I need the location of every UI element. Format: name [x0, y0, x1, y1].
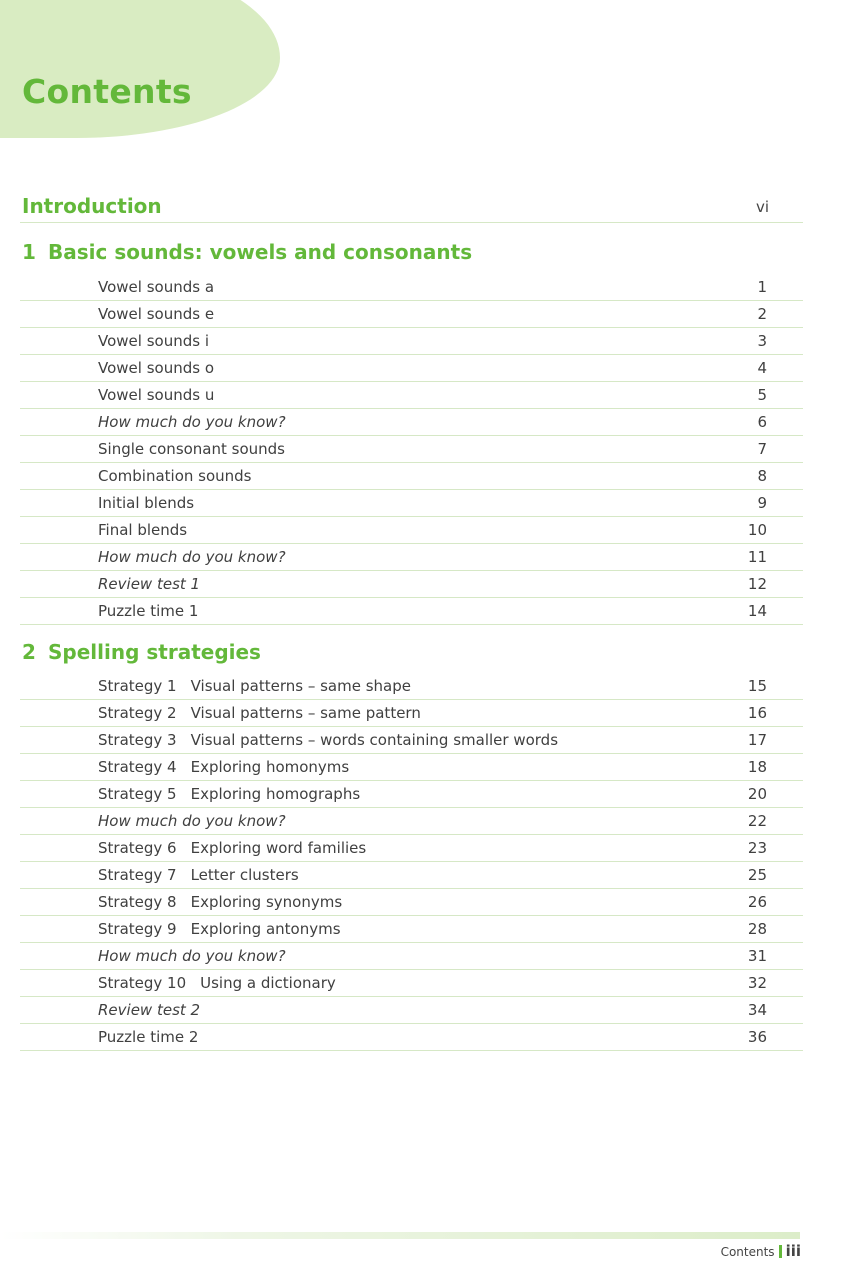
- section-number: 2: [22, 640, 36, 664]
- toc-entry-page: 34: [747, 1001, 767, 1019]
- toc-entry[interactable]: [20, 700, 803, 727]
- strategy-title: Letter clusters: [190, 866, 299, 884]
- toc-entry-label: How much do you know?: [98, 947, 286, 965]
- strategy-number: Strategy 6: [98, 839, 177, 857]
- toc-entry-page: 9: [757, 494, 767, 512]
- toc-entry[interactable]: [20, 889, 803, 916]
- introduction-page: vi: [755, 198, 769, 216]
- toc-entry[interactable]: [20, 598, 803, 625]
- toc-entry[interactable]: [20, 727, 803, 754]
- toc-entry-label: [98, 758, 349, 776]
- toc-entry-page: 7: [757, 440, 767, 458]
- section-title: Basic sounds: vowels and consonants: [48, 240, 473, 264]
- toc-entry-page: 22: [747, 812, 767, 830]
- toc-entry-page: 20: [747, 785, 767, 803]
- toc-entry-page: 1: [757, 278, 767, 296]
- strategy-title: Visual patterns – same pattern: [190, 704, 421, 722]
- toc-entry-label: [98, 866, 299, 884]
- toc-entry-label: Puzzle time 1: [98, 602, 199, 620]
- toc-entry[interactable]: [20, 463, 803, 490]
- toc-entry-page: 4: [757, 359, 767, 377]
- toc-entry-page: 5: [757, 386, 767, 404]
- strategy-number: Strategy 7: [98, 866, 177, 884]
- toc-entry[interactable]: [20, 781, 803, 808]
- toc-entry-page: 12: [747, 575, 767, 593]
- footer-page-number: iii: [785, 1242, 801, 1260]
- toc-entry[interactable]: [20, 571, 803, 598]
- toc-entry[interactable]: [20, 943, 803, 970]
- toc-entry-label: Initial blends: [98, 494, 195, 512]
- toc-entry[interactable]: [20, 970, 803, 997]
- strategy-number: Strategy 4: [98, 758, 177, 776]
- toc-entry-label: Vowel sounds i: [98, 332, 209, 350]
- toc-entry[interactable]: [20, 301, 803, 328]
- strategy-title: Exploring word families: [190, 839, 367, 857]
- toc-entry-label: [98, 731, 558, 749]
- toc-entry[interactable]: [20, 517, 803, 544]
- strategy-number: Strategy 10: [98, 974, 187, 992]
- strategy-title: Visual patterns – same shape: [190, 677, 411, 695]
- introduction-label: Introduction: [22, 194, 162, 218]
- toc-entry-page: 28: [747, 920, 767, 938]
- toc-entry-label: Single consonant sounds: [98, 440, 286, 458]
- footer-rule: [0, 1232, 800, 1239]
- toc-entry-label: How much do you know?: [98, 413, 286, 431]
- strategy-number: Strategy 5: [98, 785, 177, 803]
- section-number: 1: [22, 240, 36, 264]
- toc-entry[interactable]: [20, 544, 803, 571]
- section-heading-1: [22, 240, 773, 264]
- toc-entry-page: 25: [747, 866, 767, 884]
- toc-entry-page: 23: [747, 839, 767, 857]
- toc-entry-label: Vowel sounds u: [98, 386, 215, 404]
- section-heading-2: [22, 640, 773, 664]
- strategy-title: Visual patterns – words containing smaller words: [190, 731, 559, 749]
- toc-entry-label: Review test 2: [98, 1001, 201, 1019]
- toc-entry-page: 3: [757, 332, 767, 350]
- toc-entry[interactable]: [20, 673, 803, 700]
- toc-entry-page: 32: [747, 974, 767, 992]
- toc-entry[interactable]: [20, 382, 803, 409]
- strategy-number: Strategy 8: [98, 893, 177, 911]
- toc-entry-label: [98, 974, 336, 992]
- toc-entry[interactable]: [20, 835, 803, 862]
- footer-label: Contents: [720, 1245, 775, 1259]
- toc-entry-label: [98, 785, 360, 803]
- toc-entry-label: How much do you know?: [98, 548, 286, 566]
- toc-entry[interactable]: [20, 274, 803, 301]
- strategy-number: Strategy 1: [98, 677, 177, 695]
- toc-entry-page: 17: [747, 731, 767, 749]
- toc-entry-label: [98, 704, 421, 722]
- strategy-title: Using a dictionary: [200, 974, 336, 992]
- footer: [721, 1242, 801, 1260]
- section-2-list: [20, 673, 803, 1051]
- section-1-list: [20, 274, 803, 625]
- page-title: Contents: [22, 72, 192, 111]
- toc-entry-label: Vowel sounds e: [98, 305, 215, 323]
- toc-entry-label: [98, 920, 341, 938]
- toc-entry[interactable]: [20, 808, 803, 835]
- header-blob: [0, 0, 280, 138]
- strategy-number: Strategy 3: [98, 731, 177, 749]
- toc-entry-page: 10: [747, 521, 767, 539]
- toc-entry-label: [98, 677, 411, 695]
- toc-entry-label: Vowel sounds a: [98, 278, 215, 296]
- strategy-number: Strategy 9: [98, 920, 177, 938]
- toc-entry[interactable]: [20, 997, 803, 1024]
- toc-entry-label: Review test 1: [98, 575, 201, 593]
- toc-entry[interactable]: [20, 328, 803, 355]
- toc-entry-page: 11: [747, 548, 767, 566]
- toc-entry-label: Vowel sounds o: [98, 359, 214, 377]
- toc-entry[interactable]: [20, 1024, 803, 1051]
- toc-entry-label: Combination sounds: [98, 467, 252, 485]
- strategy-number: Strategy 2: [98, 704, 177, 722]
- strategy-title: Exploring homographs: [190, 785, 361, 803]
- toc-entry-page: 15: [747, 677, 767, 695]
- toc-entry-label: Puzzle time 2: [98, 1028, 199, 1046]
- toc-entry-page: 26: [747, 893, 767, 911]
- toc-entry-page: 8: [757, 467, 767, 485]
- toc-entry[interactable]: [20, 862, 803, 889]
- toc-entry-label: [98, 893, 342, 911]
- toc-entry-page: 18: [747, 758, 767, 776]
- toc-entry-label: [98, 839, 366, 857]
- toc-entry[interactable]: [20, 916, 803, 943]
- toc-entry[interactable]: [20, 409, 803, 436]
- toc-entry-page: 16: [747, 704, 767, 722]
- footer-divider: [779, 1245, 782, 1258]
- toc-entry-page: 2: [757, 305, 767, 323]
- strategy-title: Exploring synonyms: [190, 893, 343, 911]
- toc-entry-label: Final blends: [98, 521, 188, 539]
- strategy-title: Exploring homonyms: [190, 758, 350, 776]
- toc-entry-page: 31: [747, 947, 767, 965]
- toc-entry[interactable]: [20, 355, 803, 382]
- toc-entry[interactable]: [20, 490, 803, 517]
- strategy-title: Exploring antonyms: [190, 920, 341, 938]
- toc-entry-label: How much do you know?: [98, 812, 286, 830]
- toc-entry-page: 36: [747, 1028, 767, 1046]
- section-title: Spelling strategies: [48, 640, 261, 664]
- introduction-row[interactable]: [20, 192, 803, 223]
- toc-entry-page: 6: [757, 413, 767, 431]
- toc-entry[interactable]: [20, 436, 803, 463]
- toc-entry-page: 14: [747, 602, 767, 620]
- toc-entry[interactable]: [20, 754, 803, 781]
